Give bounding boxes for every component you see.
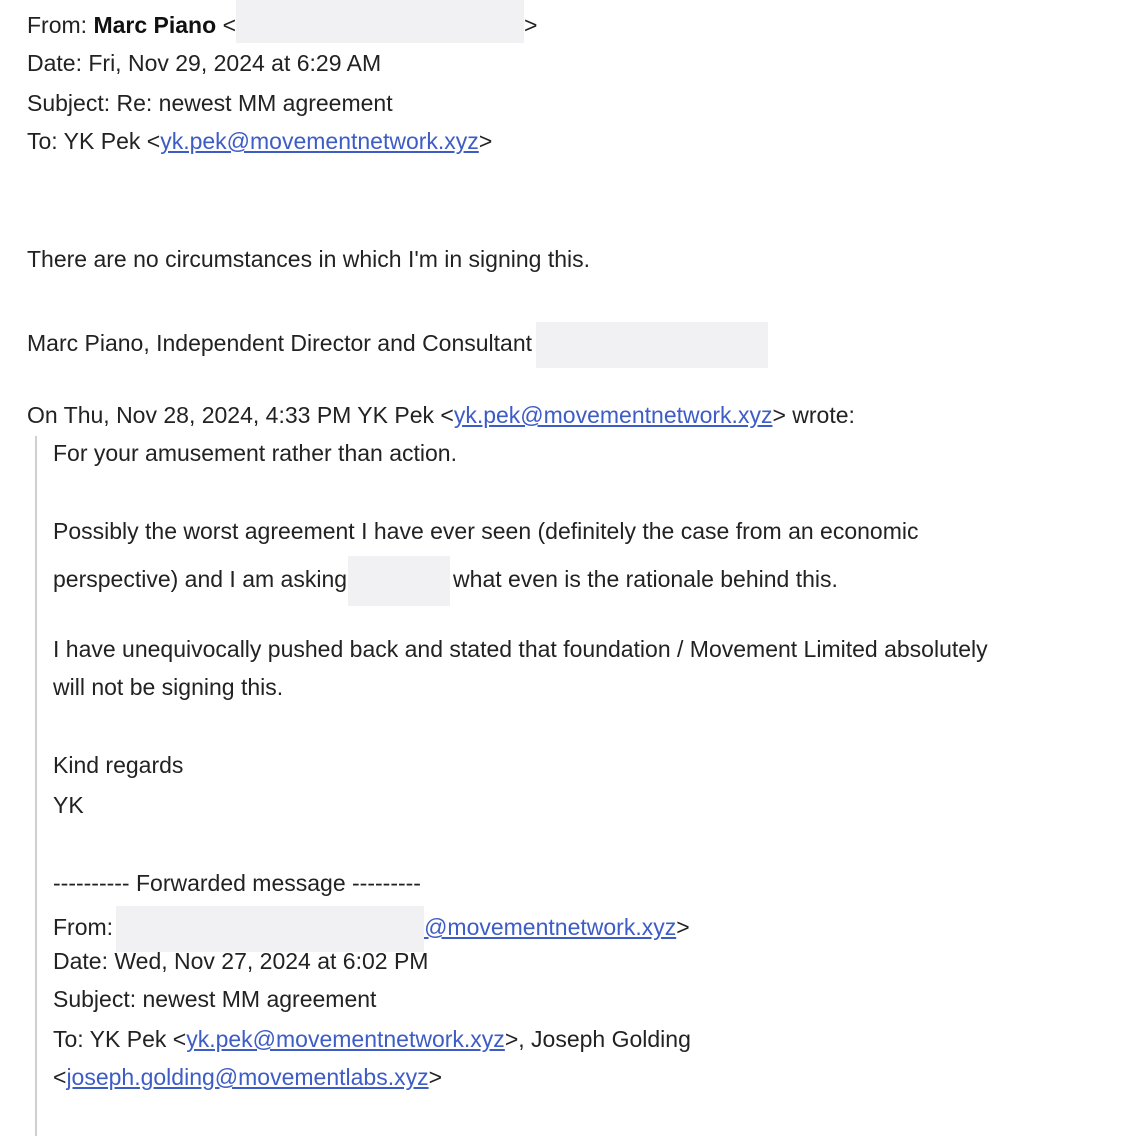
attribution-email-link[interactable]: yk.pek@movementnetwork.xyz xyxy=(453,402,773,428)
reply-body: There are no circumstances in which I'm in signing this. xyxy=(27,246,591,272)
quote-attribution xyxy=(27,400,855,430)
quoted-para-2-line-2 xyxy=(53,556,838,606)
to-close-bracket: > xyxy=(478,128,493,154)
forwarded-to-line xyxy=(53,1024,691,1054)
para2-before-redaction: perspective) and I am asking xyxy=(53,566,348,593)
quoted-para-2-line-1: Possibly the worst agreement I have ever seen (definitely the case from an economic xyxy=(53,518,919,544)
attribution-suffix: > wrote: xyxy=(772,402,855,428)
forwarded-divider: ---------- Forwarded message --------- xyxy=(53,870,421,896)
para2-after-redaction: what even is the rationale behind this. xyxy=(453,566,838,593)
quoted-para-3-line-1: I have unequivocally pushed back and stated that foundation / Movement Limited absolutely xyxy=(53,636,988,662)
redacted-sender-email xyxy=(236,0,524,43)
forwarded-to-label: To: YK Pek < xyxy=(53,1026,187,1052)
redacted-signature-company xyxy=(536,322,768,368)
forwarded-to-close-2: > xyxy=(428,1064,443,1090)
forwarded-sender-email-link[interactable]: @movementnetwork.xyz xyxy=(424,914,677,941)
from-label: From: xyxy=(27,12,88,38)
quote-border xyxy=(35,436,37,1136)
redacted-name xyxy=(348,556,450,606)
forwarded-recipient-1-link[interactable]: yk.pek@movementnetwork.xyz xyxy=(186,1026,505,1052)
reply-from-line xyxy=(27,10,537,43)
reply-date-line: Date: Fri, Nov 29, 2024 at 6:29 AM xyxy=(27,50,382,76)
reply-subject-line: Subject: Re: newest MM agreement xyxy=(27,90,393,116)
attribution-prefix: On Thu, Nov 28, 2024, 4:33 PM YK Pek < xyxy=(27,402,454,428)
quoted-para-3-line-2: will not be signing this. xyxy=(53,674,284,700)
forwarded-to-open-2: < xyxy=(53,1064,67,1090)
recipient-email-link[interactable]: yk.pek@movementnetwork.xyz xyxy=(160,128,479,154)
forwarded-subject-line: Subject: newest MM agreement xyxy=(53,986,377,1012)
forwarded-to-line-2 xyxy=(53,1062,442,1092)
from-open-bracket: < xyxy=(222,12,236,38)
forwarded-to-middle: >, Joseph Golding xyxy=(504,1026,691,1052)
quoted-closing-name: YK xyxy=(53,792,84,818)
from-close-bracket: > xyxy=(524,12,538,38)
reply-to-line xyxy=(27,126,492,156)
forwarded-from-close: > xyxy=(676,914,690,941)
sender-name: Marc Piano xyxy=(93,12,217,38)
signature-text: Marc Piano, Independent Director and Consultant xyxy=(27,330,533,357)
quoted-closing: Kind regards xyxy=(53,752,184,778)
forwarded-recipient-2-link[interactable]: joseph.golding@movementlabs.xyz xyxy=(66,1064,429,1090)
to-label: To: YK Pek < xyxy=(27,128,161,154)
forwarded-date-line: Date: Wed, Nov 27, 2024 at 6:02 PM xyxy=(53,948,429,974)
reply-signature xyxy=(27,322,768,368)
quoted-para-1: For your amusement rather than action. xyxy=(53,440,457,466)
forwarded-from-label: From: xyxy=(53,914,114,941)
